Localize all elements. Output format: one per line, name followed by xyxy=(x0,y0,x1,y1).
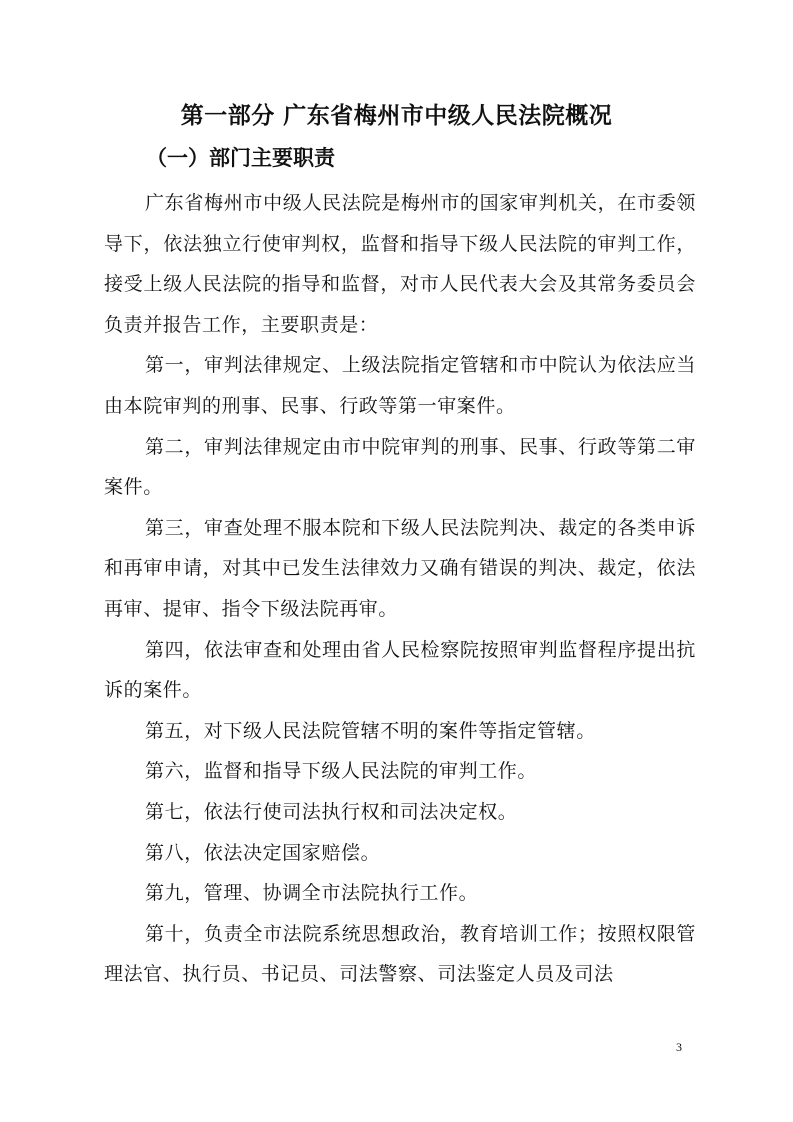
paragraph-intro: 广东省梅州市中级人民法院是梅州市的国家审判机关，在市委领导下，依法独立行使审判权，监督和指导下级人民法院的审判工作，接受上级人民法院的指导和监督，对市人民代表大会及其常务委员会负责并报告工作，主要职责是： xyxy=(104,192,696,336)
section-heading: （一）部门主要职责 xyxy=(146,146,335,170)
paragraph-duty-7: 第七，依法行使司法执行权和司法决定权。 xyxy=(145,800,518,823)
paragraph-duty-2: 第二，审判法律规定由市中院审判的刑事、民事、行政等第二审案件。 xyxy=(104,435,696,499)
paragraph-duty-5: 第五，对下级人民法院管辖不明的案件等指定管辖。 xyxy=(145,719,596,742)
paragraph-duty-8: 第八，依法决定国家赔偿。 xyxy=(145,841,381,864)
document-title: 第一部分 广东省梅州市中级人民法院概况 xyxy=(180,103,613,129)
paragraph-duty-3: 第三，审查处理不服本院和下级人民法院判决、裁定的各类申诉和再审申请，对其中已发生法律效力又确有错误的判决、裁定，依法再审、提审、指令下级法院再审。 xyxy=(104,516,696,620)
paragraph-duty-10: 第十，负责全市法院系统思想政治，教育培训工作；按照权限管理法官、执行员、书记员、司法警察、司法鉴定人员及司法 xyxy=(104,922,696,986)
page-number: 3 xyxy=(676,1040,682,1054)
paragraph-duty-1: 第一，审判法律规定、上级法院指定管辖和市中院认为依法应当由本院审判的刑事、民事、行政等第一审案件。 xyxy=(104,354,696,417)
body-text xyxy=(104,183,696,995)
paragraph-duty-6: 第六，监督和指导下级人民法院的审判工作。 xyxy=(145,760,538,783)
paragraph-duty-9: 第九，管理、协调全市法院执行工作。 xyxy=(145,882,479,905)
paragraph-duty-4: 第四，依法审查和处理由省人民检察院按照审判监督程序提出抗诉的案件。 xyxy=(104,638,696,702)
